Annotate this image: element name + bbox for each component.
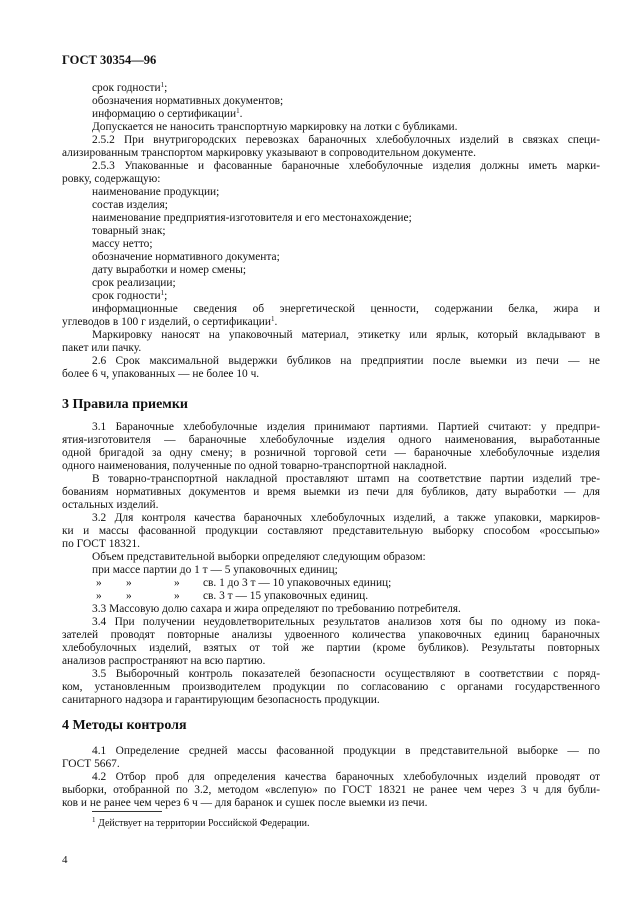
text-line: ятия-изготовителя — бараночные хлебобулочные изделия одного наименования, выработанные: [62, 434, 600, 446]
text-line: остальных изделий.: [62, 499, 159, 511]
text-line: 3.5 Выборочный контроль показателей безопасности осуществляют в соответствии с поряд-: [92, 668, 600, 680]
text-line: ализированным транспортом маркировку указывают в сопроводительном документе.: [62, 147, 476, 159]
text-line: дату выработки и номер смены;: [92, 264, 247, 276]
text-line: св. 3 т — 15 упаковочных единиц.: [203, 590, 369, 602]
text-line: 3.3 Массовую долю сахара и жира определяют по требованию потребителя.: [92, 603, 461, 615]
document-header: ГОСТ 30354—96: [62, 53, 157, 67]
section-3-heading: 3 Правила приемки: [62, 397, 188, 412]
text-line: состав изделия;: [92, 199, 168, 211]
text-line: бованиям нормативных документов и время выемки из печи для бубликов, дату выработки — для: [62, 486, 600, 498]
text-line: наименование продукции;: [92, 186, 220, 198]
text-line: ГОСТ 5667.: [62, 758, 120, 770]
text-line: пакет или пачку.: [62, 342, 142, 354]
text-line: 3.1 Бараночные хлебобулочные изделия принимают партиями. Партией считают: у предпри-: [92, 421, 600, 433]
ditto-mark: »: [96, 577, 102, 589]
text-line: массу нетто;: [92, 238, 153, 250]
text-line: наименование предприятия-изготовителя и его местонахождение;: [92, 212, 412, 224]
text-line: обозначения нормативных документов;: [92, 95, 284, 107]
text-line: информацию о сертификации$^1$.: [92, 107, 243, 120]
text-line: ком, установленным производителем продукции по согласованию с органами государственного: [62, 681, 600, 693]
text-line: 4.2 Отбор проб для определения качества бараночных хлебобулочных изделий проводят от: [92, 771, 600, 783]
footnote-divider: [92, 811, 162, 812]
text-line: Допускается не наносить транспортную маркировку на лотки с бубликами.: [92, 121, 458, 133]
text-line: информационные сведения об энергетической ценности, содержании белка, жира и: [92, 303, 600, 315]
text-line: по ГОСТ 18321.: [62, 538, 141, 550]
text-line: 4.1 Определение средней массы фасованной продукции в представительной выборке — по: [92, 745, 600, 757]
text-line: ровку, содержащую:: [62, 173, 161, 185]
text-line: срок годности$^1$;: [92, 81, 168, 94]
text-line: более 6 ч, упакованных — не более 10 ч.: [62, 368, 260, 380]
text-line: зателей проводят повторные анализы удвоенного количества упаковочных единиц бараночных: [62, 629, 600, 641]
text-line: санитарного надзора и гарантирующим безопасность продукции.: [62, 694, 380, 706]
ditto-mark: »: [126, 590, 132, 602]
page-number: 4: [62, 854, 68, 866]
text-line: анализов распространяют на всю партию.: [62, 655, 266, 667]
text-line: ки и массы фасованной продукции составляют представительную выборку способом «россыпью»: [62, 525, 600, 537]
ditto-mark: »: [126, 577, 132, 589]
footnote: $^1$ Действует на территории Российской Федерации.: [92, 816, 310, 829]
text-line: одного наименования, полученные по одной товарно-транспортной накладной.: [62, 460, 447, 472]
text-line: обозначение нормативного документа;: [92, 251, 280, 263]
text-line: одной бригадой за одну смену; в розничной торговой сети — бараночные хлебобулочные изделия: [62, 447, 600, 459]
text-line: 3.4 При получении неудовлетворительных результатов анализов хотя бы по одному из пока-: [92, 616, 600, 628]
text-line: углеводов в 100 г изделий, о сертификации$^1$.: [62, 315, 278, 328]
text-line: хлебобулочных изделий, взятых от той же партии (кроме бубликов). Результаты повторных: [62, 642, 600, 654]
text-line: ков и не ранее чем через 6 ч — для баранок и сушек после выемки из печи.: [62, 797, 428, 809]
text-line: Маркировку наносят на упаковочный материал, этикетку или ярлык, который вкладывают в: [92, 329, 600, 341]
ditto-mark: »: [174, 577, 180, 589]
text-line: 3.2 Для контроля качества бараночных хлебобулочных изделий, а также упаковки, маркиров-: [92, 512, 600, 524]
text-line: св. 1 до 3 т — 10 упаковочных единиц;: [203, 577, 392, 589]
text-line: при массе партии до 1 т — 5 упаковочных единиц;: [92, 564, 338, 576]
text-line: срок реализации;: [92, 277, 176, 289]
text-line: 2.5.3 Упакованные и фасованные бараночные хлебобулочные изделия должны иметь марки-: [92, 160, 600, 172]
text-line: 2.5.2 При внутригородских перевозках бараночных хлебобулочных изделий в связках специ-: [92, 134, 600, 146]
text-line: срок годности$^1$;: [92, 289, 168, 302]
ditto-mark: »: [96, 590, 102, 602]
text-line: товарный знак;: [92, 225, 166, 237]
text-line: В товарно-транспортной накладной проставляют штамп на соответствие партии изделий тре-: [92, 473, 600, 485]
text-line: 2.6 Срок максимальной выдержки бубликов на предприятии после выемки из печи — не: [92, 355, 600, 367]
section-4-heading: 4 Методы контроля: [62, 718, 187, 733]
text-line: выборки, отобранной по 3.2, методом «вслепую» по ГОСТ 18321 не ранее чем через 3 ч для бубли-: [62, 784, 600, 796]
ditto-mark: »: [174, 590, 180, 602]
text-line: Объем представительной выборки определяют следующим образом:: [92, 551, 426, 563]
